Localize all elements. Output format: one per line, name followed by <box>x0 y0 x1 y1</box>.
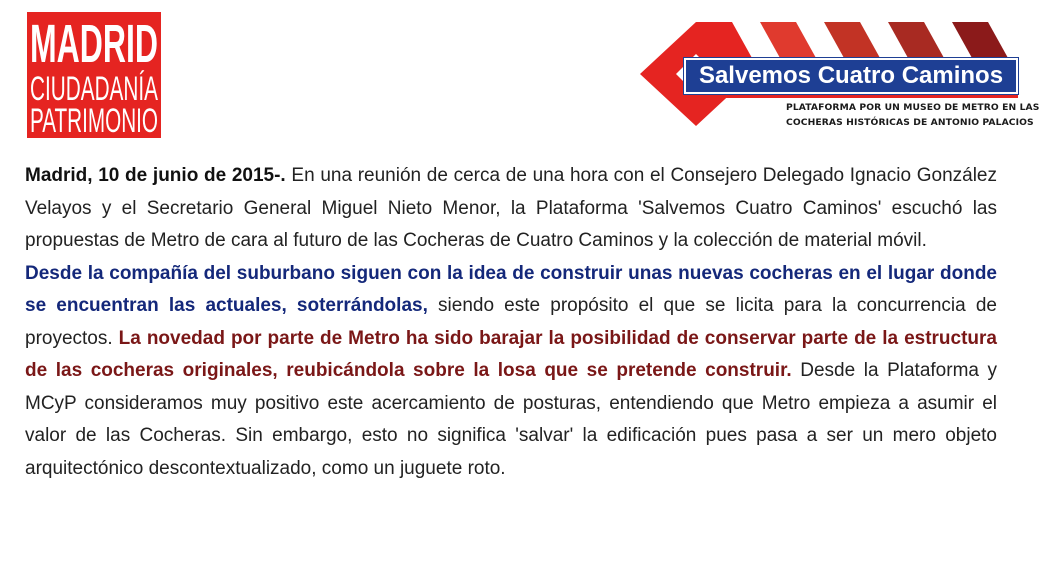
dateline: Madrid, 10 de junio de 2015-. <box>25 165 286 186</box>
madrid-logo-line2: CIUDADANÍA <box>30 70 159 108</box>
paragraph-1-text: En una reunión de cerca de una hora con el Consejero Delegado Ignacio González Velayos y el Secretario General Miguel Nieto Menor, la Plataforma 'Salvemos Cuatro Caminos' escuchó las propuestas de Metro de cara al futuro de las Cocheras de Cuatro Caminos y la colección de material móvil. <box>25 165 997 251</box>
madrid-ciudadania-patrimonio-logo <box>27 12 161 138</box>
paragraph-1 <box>25 160 997 258</box>
salvemos-cuatro-caminos-logo <box>640 18 1039 132</box>
salvemos-title-banner: Salvemos Cuatro Caminos <box>684 58 1018 94</box>
paragraph-2-text-2: Desde la Plataforma y MCyP consideramos muy positivo este acercamiento de posturas, entendiendo que Metro empieza a asumir el valor de las Cocheras. Sin embargo, esto no significa 'salvar' la edificación pues pasa a ser un mero objeto arquitectónico descontextualizado, como un juguete roto. <box>25 360 998 479</box>
article-body <box>25 160 997 485</box>
paragraph-2 <box>25 258 997 486</box>
paragraph-2-text-1: siendo este propósito el que se licita para la concurrencia de proyectos. <box>25 295 998 349</box>
madrid-logo-line1: MADRID <box>30 14 158 74</box>
madrid-logo-line3: PATRIMONIO <box>30 102 158 140</box>
salvemos-subtitle-line2: COCHERAS HISTÓRICAS DE ANTONIO PALACIOS <box>786 117 1034 128</box>
salvemos-subtitle <box>786 100 1039 130</box>
maroon-highlight: La novedad por parte de Metro ha sido barajar la posibilidad de conservar parte de la estructura de las cocheras originales, reubicándola sobre la losa que se pretende construir. <box>25 327 997 381</box>
salvemos-subtitle-line1: PLATAFORMA POR UN MUSEO DE METRO EN LAS <box>786 102 1039 113</box>
navy-highlight: Desde la compañía del suburbano siguen con la idea de construir unas nuevas cocheras en el lugar donde se encuentran las actuales, soterrándolas, <box>25 262 997 316</box>
